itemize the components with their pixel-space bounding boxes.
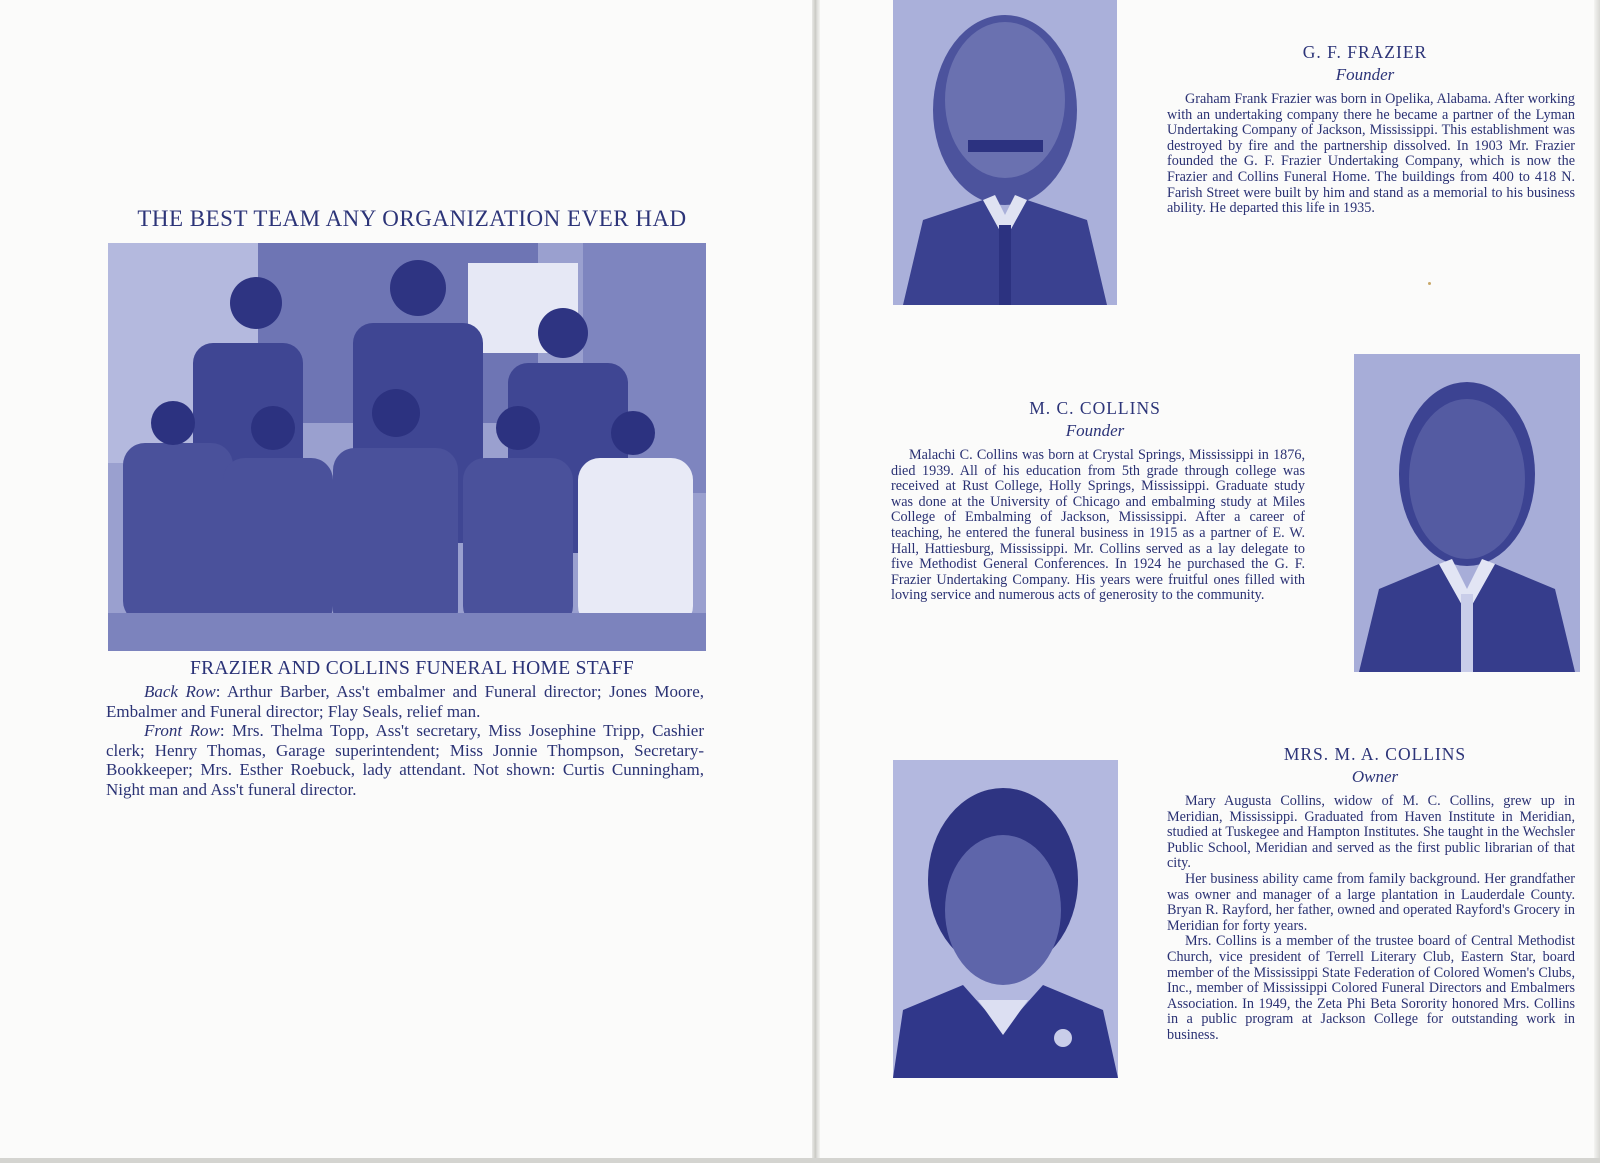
- frazier-portrait: [893, 0, 1117, 305]
- staff-group-photo: [108, 243, 706, 651]
- ma-collins-portrait: [893, 760, 1118, 1078]
- frazier-role: Founder: [1335, 65, 1395, 84]
- page-headline: THE BEST TEAM ANY ORGANIZATION EVER HAD: [137, 206, 687, 231]
- caption-title: FRAZIER AND COLLINS FUNERAL HOME STAFF: [189, 658, 635, 679]
- frazier-bio: [1167, 92, 1575, 217]
- mc-collins-role: Founder: [1065, 421, 1125, 440]
- ma-collins-bio-paragraph-1: Mary Augusta Collins, widow of M. C. Collins, grew up in Meridian, Mississippi. Graduated from Haven Institute in Meridian, studied at Tuskegee and Hampton Institutes. She taught in the Wechsler Public School, Meridian and served as the first public librarian of that city.: [1167, 793, 1575, 872]
- ma-collins-name: MRS. M. A. COLLINS: [1283, 744, 1467, 764]
- ma-collins-role: Owner: [1351, 767, 1399, 786]
- caption-body: [106, 682, 704, 800]
- back-row-label: Back Row: [144, 682, 216, 701]
- front-row-label: Front Row: [144, 721, 220, 741]
- front-row-text: : Mrs. Thelma Topp, Ass't secretary, Miss Josephine Tripp, Cashier clerk; Henry Thomas, Garage superintendent; Miss Jonnie Thompson, Secretary-Bookkeeper; Mrs. Esther Roebuck, lady attendant. Not shown: Curtis Cunningham, Night man and Ass't funeral director.: [106, 721, 704, 799]
- book-spine: [812, 0, 820, 1163]
- frazier-bio-paragraph: Graham Frank Frazier was born in Opelika, Alabama. After working with an undertaking company there he became a partner of the Lyman Undertaking Company of Jackson, Mississippi. This establishment was destroyed by fire and the partnership dissolved. In 1903 Mr. Frazier founded the G. F. Frazier Undertaking Company, which is now the Frazier and Collins Funeral Home. The buildings from 400 to 418 N. Farish Street were built by him and stand as a memorial to his business ability. He departed this life in 1935.: [1167, 91, 1575, 217]
- mc-collins-portrait: [1354, 354, 1580, 672]
- ma-collins-bio-paragraph-3: Mrs. Collins is a member of the trustee board of Central Methodist Church, vice president of Terrell Literary Club, Eastern Star, board member of the Mississippi State Federation of Colored Women's Clubs, Inc., member of Mississippi Colored Funeral Directors and Embalmers Association. In 1949, the Zeta Phi Beta Sorority honored Mrs. Collins in a public program at Jackson College for outstanding work in business.: [1167, 933, 1575, 1043]
- ma-collins-bio: [1167, 794, 1575, 1044]
- frazier-name: G. F. FRAZIER: [1302, 42, 1428, 62]
- mc-collins-bio-paragraph: Malachi C. Collins was born at Crystal Springs, Mississippi in 1876, died 1939. All of his education from 5th grade through college was received at Rust College, Holly Springs, Mississippi. Graduate study was done at the University of Chicago and embalming study at Miles College of Embalming of Jackson, Mississippi. After a career of teaching, he entered the funeral business in 1915 as a partner of E. W. Hall, Hattiesburg, Mississippi. Mr. Collins served as a lay delegate to five Methodist General Conferences. In 1924 he purchased the G. F. Frazier Undertaking Company. His years were fruitful ones filled with loving service and numerous acts of generosity to the community.: [891, 447, 1305, 604]
- page-bottom-edge: [0, 1158, 1600, 1163]
- mc-collins-name: M. C. COLLINS: [1029, 398, 1161, 418]
- paper-speck: [1428, 282, 1431, 285]
- back-row-text: : Arthur Barber, Ass't embalmer and Funeral director; Jones Moore, Embalmer and Funeral director; Flay Seals, relief man.: [106, 682, 704, 721]
- ma-collins-bio-paragraph-2: Her business ability came from family background. Her grandfather was owner and manager of a large plantation in Lauderdale County. Bryan R. Rayford, her father, owned and operated Rayford's Grocery in Meridian for forty years.: [1167, 870, 1575, 934]
- page-edge: [1594, 0, 1600, 1163]
- mc-collins-bio: [891, 448, 1305, 604]
